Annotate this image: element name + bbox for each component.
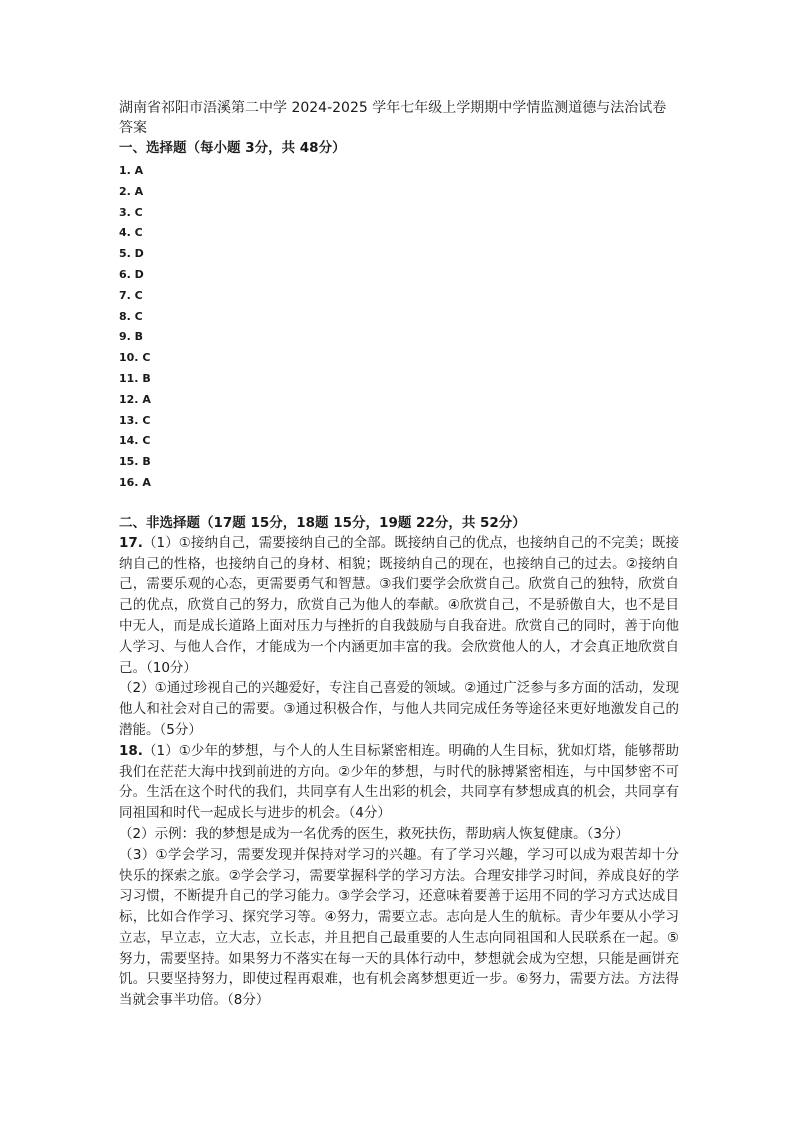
q17-part2: （2）①通过珍视自己的兴趣爱好，专注自己喜爱的领域。②通过广泛参与多方面的活动，发现他人和社会对自己的需要。③通过积极合作，与他人共同完成任务等途径来更好地激发自己的潜能。（5分）	[119, 680, 679, 738]
section2-heading: 二、非选择题（17题 15分，18题 15分，19题 22分，共 52分）	[119, 514, 526, 531]
answer-item: 13. C	[119, 413, 151, 427]
answer-text: （1）①接纳自己，需要接纳自己的全部。既接纳自己的优点，也接纳自己的不完美；既接纳自己的性格，也接纳自己的身材、相貌；既接纳自己的现在，也接纳自己的过去。②接纳自己，需要乐观的心态，更需要勇气和智慧。③我们要学会欣赏自己。欣赏自己的独特，欣赏自己的优点，欣赏自己的努力，欣赏自己为他人的奉献。④欣赏自己，不是骄傲自大，也不是目中无人，而是成长道路上面对压力与挫折的自我鼓励与自我奋进。欣赏自己的同时，善于向他人学习、与他人合作，才能成为一个内涵更加丰富的我。会欣赏他人的人，才会真正地欣赏自己。（10分）	[119, 534, 679, 676]
answer-item: 7. C	[119, 288, 143, 302]
answer-item: 4. C	[119, 226, 143, 240]
section2	[119, 513, 679, 1011]
answer-item: 8. C	[119, 309, 143, 323]
answer-item: 10. C	[119, 351, 151, 365]
document-title: 湖南省祁阳市浯溪第二中学 2024-2025 学年七年级上学期期中学情监测道德与法治试卷答案	[119, 100, 667, 136]
choice-answer-list	[119, 161, 679, 494]
q18-part1	[119, 741, 679, 824]
answer-item: 5. D	[119, 247, 144, 261]
answer-item: 16. A	[119, 475, 151, 489]
answer-item: 11. B	[119, 371, 151, 385]
q18-part3: （3）①学会学习，需要发现并保持对学习的兴趣。有了学习兴趣，学习可以成为艰苦却十分快乐的探索之旅。②学会学习，需要掌握科学的学习方法。合理安排学习时间，养成良好的学习习惯，不断提升自己的学习能力。③学会学习，还意味着要善于运用不同的学习方式达成目标，比如合作学习、探究学习等。④努力，需要立志。志向是人生的航标。青少年要从小学习立志，早立志，立大志，立长志，并且把自己最重要的人生志向同祖国和人民联系在一起。⑤努力，需要坚持。如果努力不落实在每一天的具体行动中，梦想就会成为空想，只能是画饼充饥。只要坚持努力，即使过程再艰难，也有机会离梦想更近一步。⑥努力，需要方法。方法得当就会事半功倍。（8分）	[119, 846, 679, 1009]
answer-item: 6. D	[119, 267, 144, 281]
section1-heading: 一、选择题（每小题 3分，共 48分）	[119, 140, 346, 156]
question-number: 18.	[119, 742, 143, 759]
answer-item: 2. A	[119, 184, 144, 198]
question-number: 17.	[119, 534, 143, 551]
answer-item: 15. B	[119, 455, 151, 469]
q17-part1	[119, 533, 679, 679]
answer-item: 9. B	[119, 330, 144, 344]
answer-item: 1. A	[119, 164, 144, 177]
answer-text: （1）①少年的梦想，与个人的人生目标紧密相连。明确的人生目标，犹如灯塔，能够帮助我们在茫茫大海中找到前进的方向。②少年的梦想，与时代的脉搏紧密相连，与中国梦密不可分。生活在这个时代的我们，共同享有人生出彩的机会，共同享有梦想成真的机会，共同享有同祖国和时代一起成长与进步的机会。（4分）	[119, 742, 679, 822]
answer-item: 12. A	[119, 392, 151, 406]
answer-item: 14. C	[119, 434, 151, 448]
document-body	[119, 98, 679, 1011]
q18-part2: （2）示例：我的梦想是成为一名优秀的医生，救死扶伤，帮助病人恢复健康。（3分）	[119, 825, 629, 842]
answer-item: 3. C	[119, 205, 143, 219]
